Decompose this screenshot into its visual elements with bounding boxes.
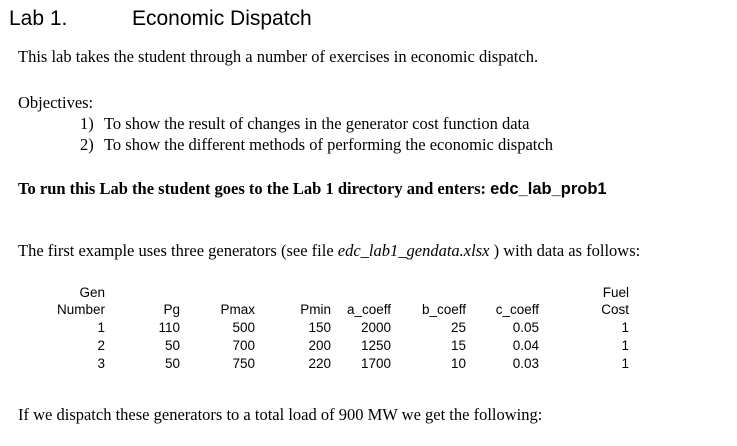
table-cell: 1250 xyxy=(360,338,391,353)
table-header-row-top xyxy=(40,285,629,301)
table-cell: 500 xyxy=(232,320,255,335)
table-cell: 2 xyxy=(97,338,105,353)
table-cell: 700 xyxy=(232,338,255,353)
table-header-row xyxy=(40,301,629,319)
table-cell: 25 xyxy=(450,320,466,335)
table-cell: 110 xyxy=(158,320,180,335)
table-cell: 15 xyxy=(450,338,466,353)
table-cell: 0.05 xyxy=(512,320,539,335)
run-instruction: To run this Lab the student goes to the Lab 1 directory and enters: edc_lab_prob1 xyxy=(18,179,607,198)
table-cell: 2000 xyxy=(360,320,391,335)
lab-title: Economic Dispatch xyxy=(132,7,312,30)
intro-paragraph: This lab takes the student through a number of exercises in economic dispatch. xyxy=(18,47,539,66)
column-header: a_coeff xyxy=(346,302,391,317)
command-name: edc_lab_prob1 xyxy=(490,180,607,198)
table-cell: 10 xyxy=(450,356,466,371)
table-cell: 1700 xyxy=(360,356,391,371)
table-row xyxy=(40,355,629,373)
table-cell: 1 xyxy=(97,320,105,335)
column-header: c_coeff xyxy=(495,302,539,317)
table-cell: 200 xyxy=(308,338,331,353)
table-cell: 3 xyxy=(97,356,105,371)
column-header: Fuel xyxy=(602,285,629,300)
table-cell: 750 xyxy=(232,356,255,371)
dispatch-paragraph: If we dispatch these generators to a total load of 900 MW we get the following: xyxy=(18,405,543,424)
column-header: Pg xyxy=(163,302,180,317)
objective-item: 2) To show the different methods of performing the economic dispatch xyxy=(80,135,553,154)
objectives-heading: Objectives: xyxy=(18,93,94,112)
table-cell: 50 xyxy=(164,338,180,353)
column-header: Number xyxy=(56,302,105,317)
data-file-name: edc_lab1_gendata.xlsx xyxy=(337,241,490,260)
table-cell: 1 xyxy=(621,320,629,335)
column-header: Gen xyxy=(79,285,105,300)
table-cell: 50 xyxy=(164,356,180,371)
table-cell: 220 xyxy=(308,356,331,371)
table-cell: 150 xyxy=(308,320,331,335)
table-cell: 1 xyxy=(621,338,629,353)
table-cell: 0.03 xyxy=(512,356,539,371)
objective-item: 1) To show the result of changes in the generator cost function data xyxy=(80,114,530,133)
generator-data-table xyxy=(40,285,629,373)
objectives-list xyxy=(80,113,553,155)
column-header: b_coeff xyxy=(421,302,466,317)
table-cell: 1 xyxy=(621,356,629,371)
column-header: Pmax xyxy=(220,302,255,317)
example-paragraph: The first example uses three generators (see file edc_lab1_gendata.xlsx ) with data as follows: xyxy=(18,241,641,260)
table-row xyxy=(40,319,629,337)
column-header: Pmin xyxy=(300,302,331,317)
column-header: Cost xyxy=(601,302,629,317)
lab-number: Lab 1. xyxy=(9,7,68,30)
table-cell: 0.04 xyxy=(512,338,539,353)
table-row xyxy=(40,337,629,355)
